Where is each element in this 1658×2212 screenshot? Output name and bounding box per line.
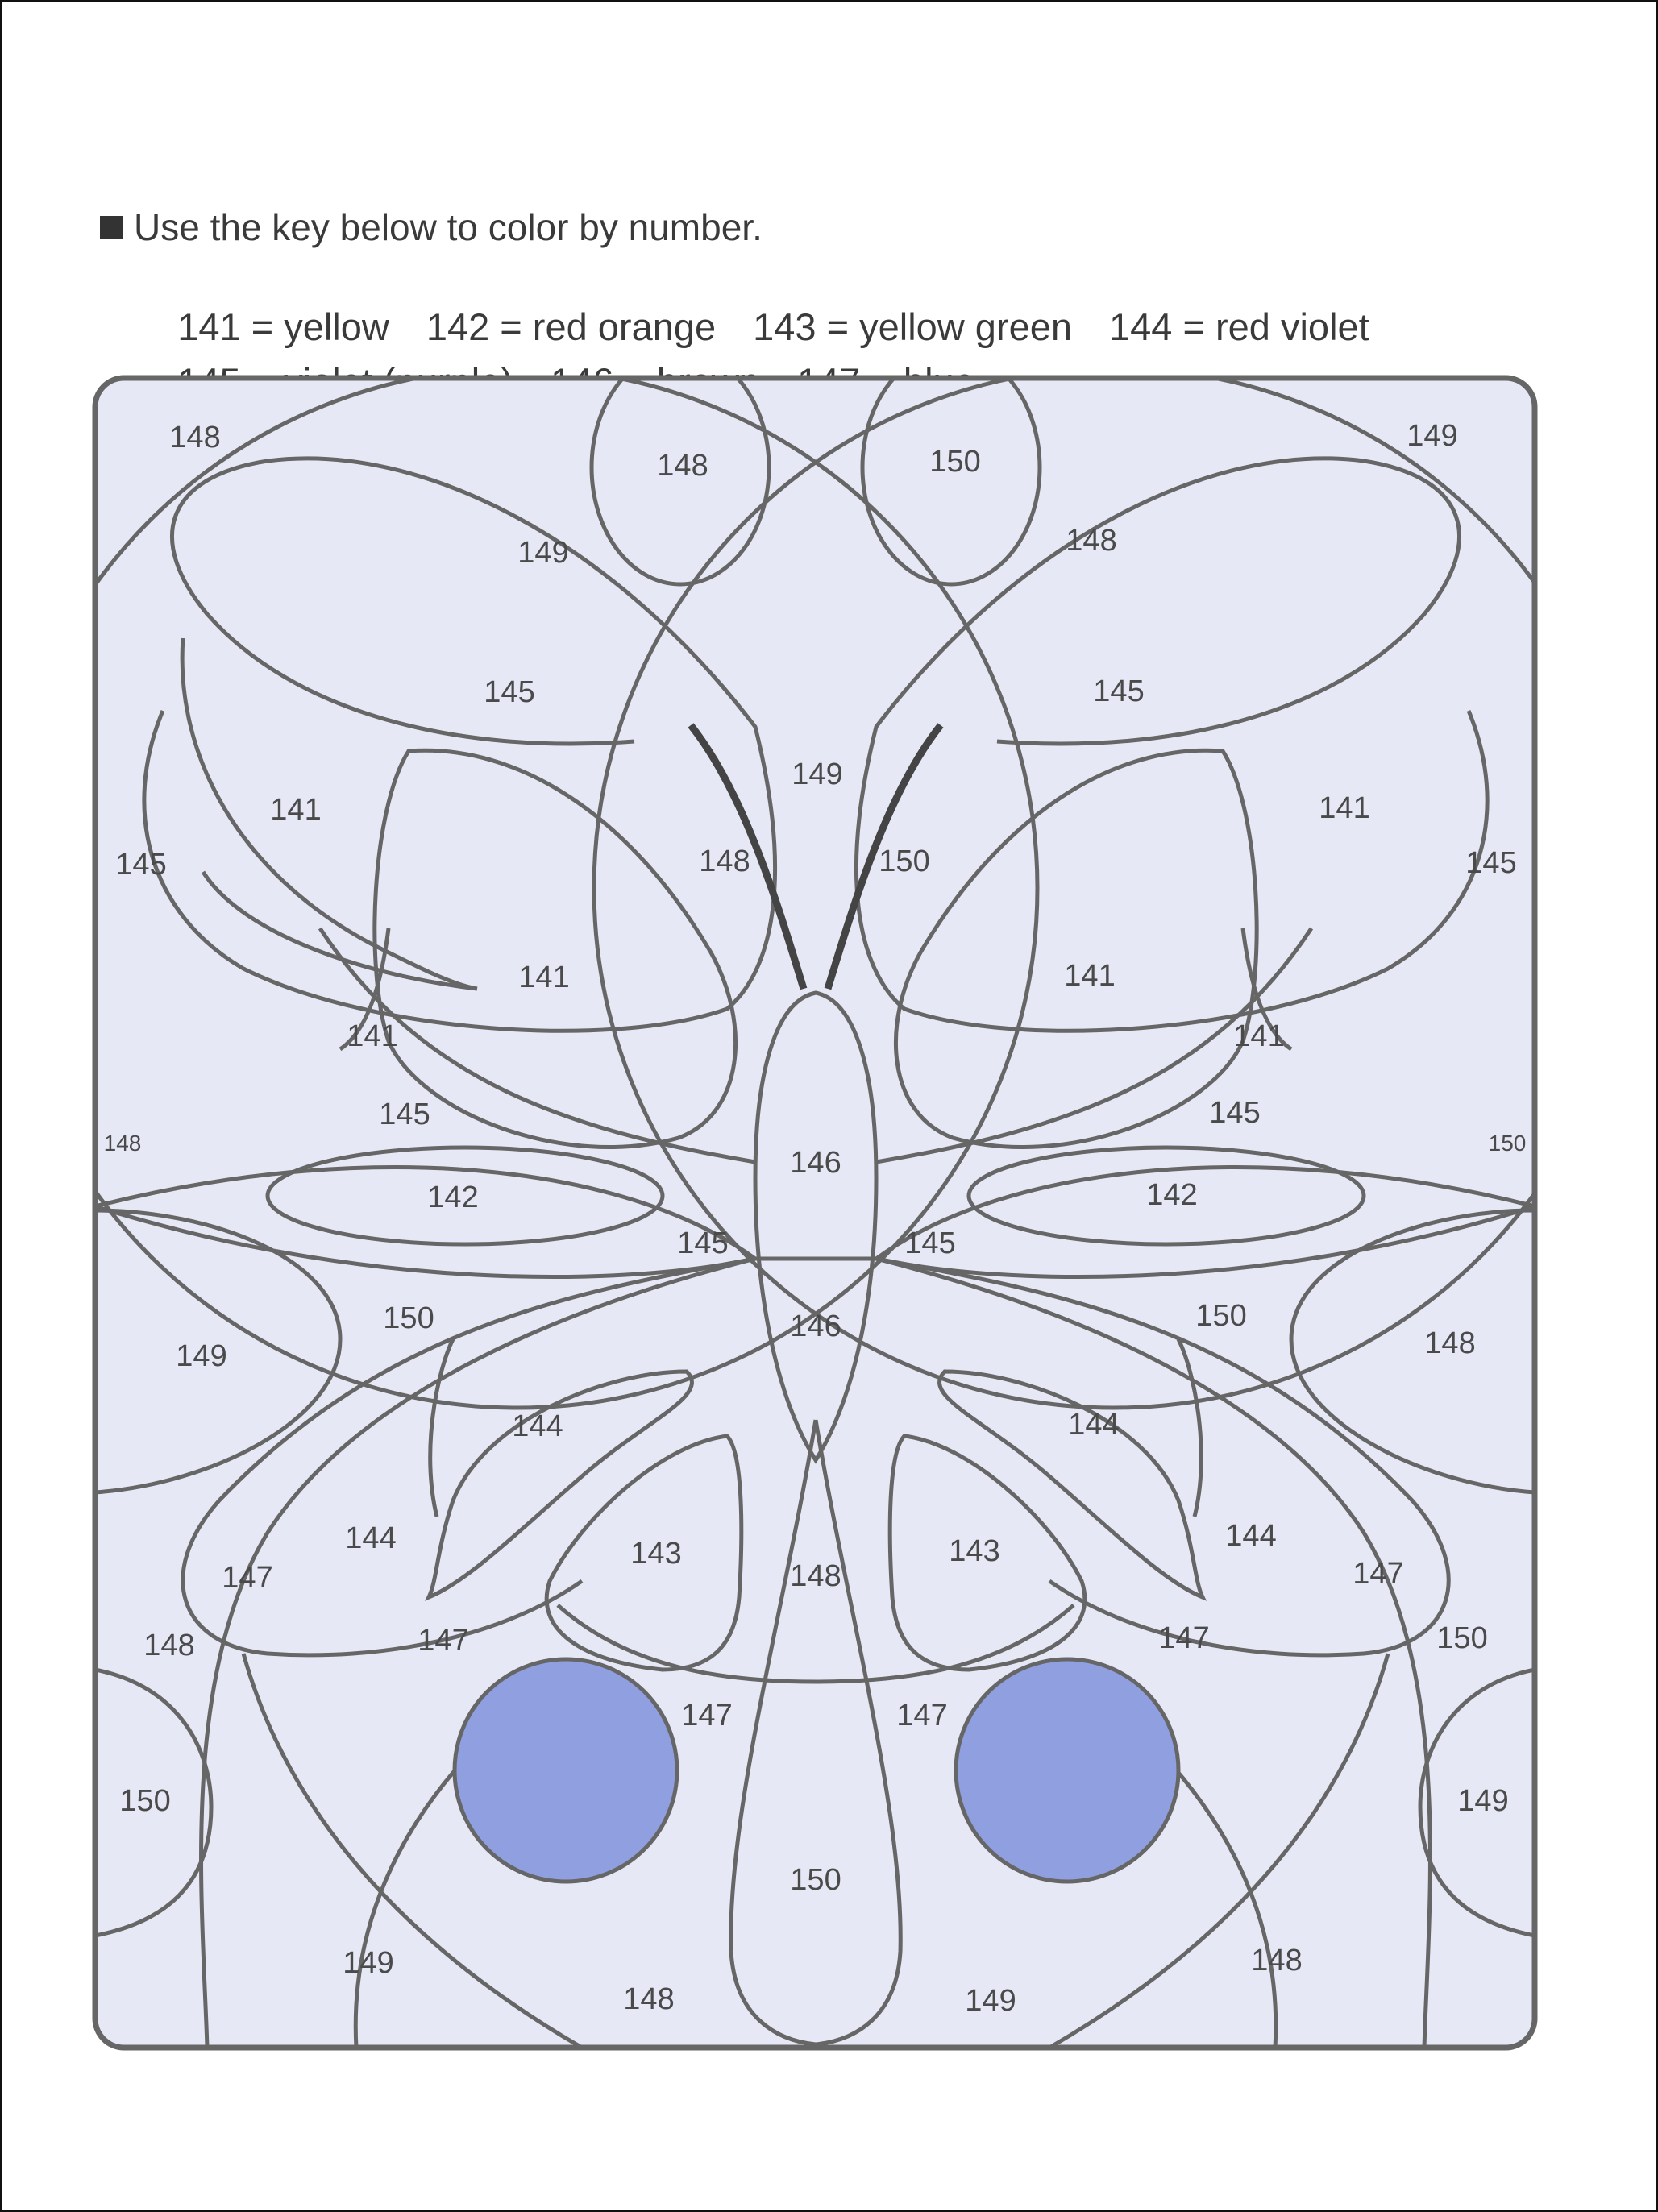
region-label: 150 xyxy=(790,1863,841,1897)
region-label: 149 xyxy=(1457,1784,1509,1818)
region-label: 149 xyxy=(1407,419,1458,453)
region-label: 144 xyxy=(512,1409,563,1443)
region-label: 150 xyxy=(383,1301,434,1335)
region-label: 149 xyxy=(517,536,569,570)
region-label: 150 xyxy=(879,845,930,878)
region-label: 148 xyxy=(699,845,750,878)
key-entry: 144 = red violet xyxy=(1109,305,1369,348)
region-label: 141 xyxy=(270,793,322,827)
region-label: 149 xyxy=(176,1339,227,1373)
region-label: 148 xyxy=(143,1629,195,1662)
region-label: 143 xyxy=(949,1534,1000,1568)
region-label: 146 xyxy=(790,1309,841,1343)
region-label: 147 xyxy=(222,1561,273,1595)
region-label: 148 xyxy=(1066,524,1117,558)
region-label: 147 xyxy=(681,1699,733,1733)
region-label: 147 xyxy=(896,1699,948,1733)
region-label: 145 xyxy=(677,1226,729,1260)
region-label: 150 xyxy=(119,1784,171,1818)
region-label: 150 xyxy=(929,445,981,479)
instructions-text: Use the key below to color by number. xyxy=(134,206,763,248)
region-label: 149 xyxy=(343,1946,394,1980)
key-entry: 143 = yellow green xyxy=(753,305,1073,348)
region-label: 148 xyxy=(1424,1326,1476,1360)
region-label: 141 xyxy=(1064,959,1116,993)
region-label: 141 xyxy=(1233,1019,1285,1053)
butterfly-puzzle xyxy=(2,2,1656,2210)
region-label: 143 xyxy=(630,1537,682,1571)
region-label: 144 xyxy=(345,1521,397,1555)
region-label: 142 xyxy=(427,1181,479,1214)
region-label: 145 xyxy=(379,1098,430,1131)
region-label: 149 xyxy=(792,757,843,791)
region-label: 142 xyxy=(1146,1178,1198,1212)
puzzle-panel xyxy=(95,378,1535,2048)
region-label: 148 xyxy=(623,1982,675,2016)
region-label: 148 xyxy=(1251,1944,1303,1978)
region-label: 147 xyxy=(1353,1557,1404,1591)
region-label: 150 xyxy=(1488,1131,1527,1156)
region-label: 147 xyxy=(1158,1621,1210,1655)
region-label: 144 xyxy=(1225,1519,1277,1553)
region-label: 145 xyxy=(484,675,535,709)
region-label: 141 xyxy=(518,961,570,994)
key-entry: 141 = yellow xyxy=(177,305,389,348)
region-label: 148 xyxy=(657,449,708,483)
key-entry: 142 = red orange xyxy=(426,305,717,348)
region-label: 148 xyxy=(169,421,221,454)
region-label: 149 xyxy=(965,1984,1016,2018)
region-label: 145 xyxy=(1209,1096,1261,1130)
right-blue-spot xyxy=(956,1659,1178,1882)
region-label: 145 xyxy=(904,1226,956,1260)
region-label: 144 xyxy=(1068,1408,1120,1442)
region-label: 148 xyxy=(790,1559,841,1593)
region-label: 147 xyxy=(418,1624,469,1658)
region-label: 150 xyxy=(1195,1299,1247,1333)
region-label: 145 xyxy=(1465,846,1517,880)
left-blue-spot xyxy=(455,1659,677,1882)
region-label: 145 xyxy=(115,848,167,882)
region-label: 145 xyxy=(1093,674,1145,708)
region-label: 141 xyxy=(1319,791,1370,825)
region-label: 150 xyxy=(1436,1621,1488,1655)
region-label: 146 xyxy=(790,1146,841,1180)
region-label: 148 xyxy=(103,1131,142,1156)
region-label: 141 xyxy=(347,1019,398,1053)
